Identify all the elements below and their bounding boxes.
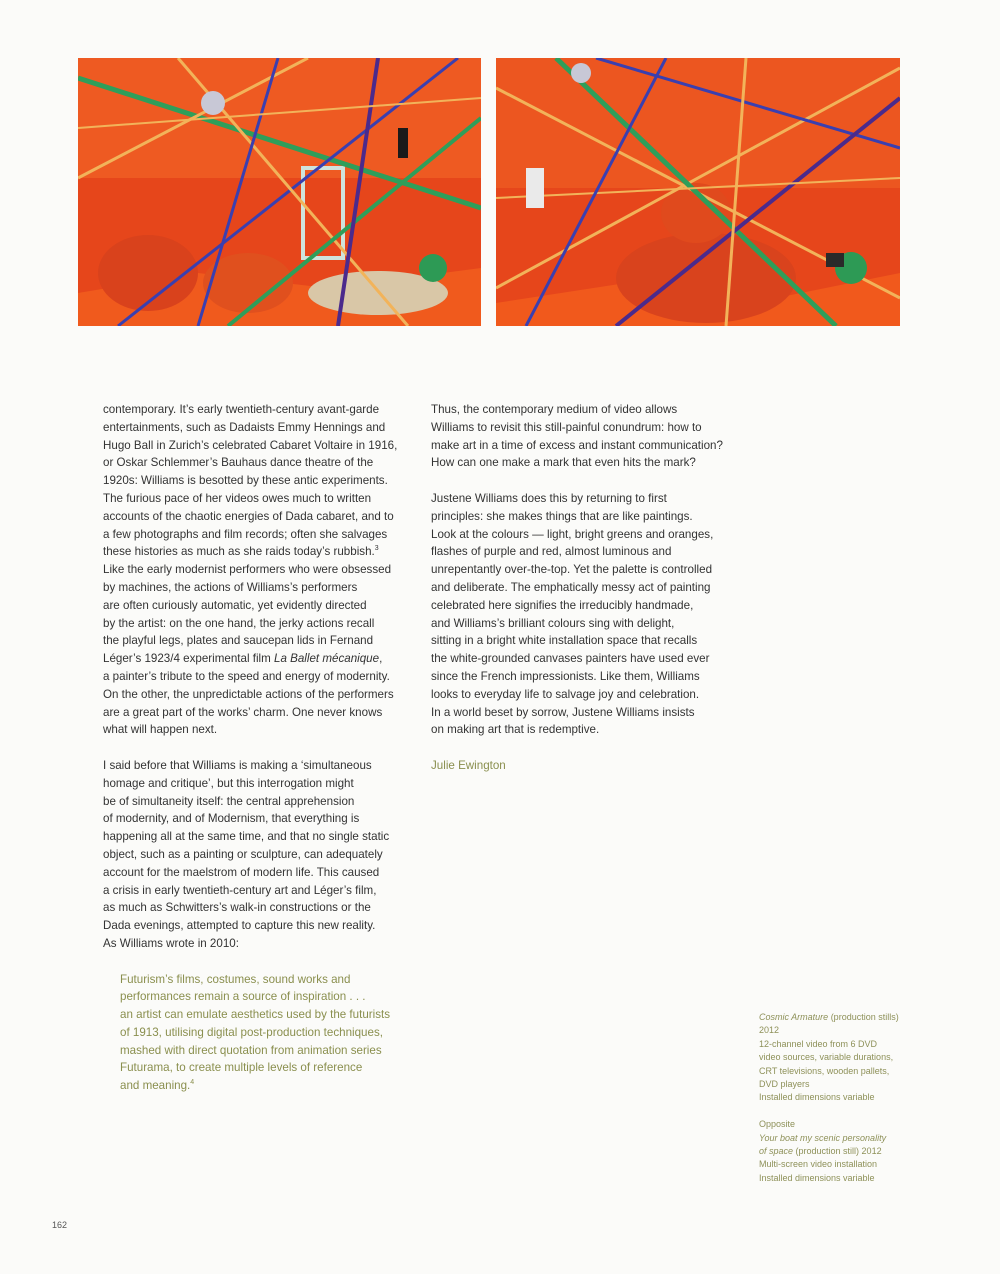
text-column-left: [103, 401, 413, 1113]
film-title: La Ballet mécanique: [274, 652, 380, 666]
footnote-ref: 4: [190, 1079, 195, 1087]
caption-line: 2012: [759, 1025, 780, 1036]
author-signature: Julie Ewington: [431, 758, 506, 772]
installation-photo-left: [78, 58, 481, 326]
paragraph: I said before that Williams is making a ‘simultaneous homage and critique’, but this interrogation might be of simultaneity itself: the central apprehension of modernity, and of Modernism, that everything is happening all at the same time, and that no single static object, such as a painting or sculpture, can adequately account for the maelstrom of modern life. This caused a crisis in early twentieth-century art and Léger’s film, as much as Schwitters’s walk-in constructions or the Dada evenings, attempted to capture this new reality. As Williams wrote in 2010:: [103, 758, 390, 950]
caption-title: Cosmic Armature (production stills): [759, 1012, 899, 1022]
paragraph: Thus, the contemporary medium of video allows Williams to revisit this still-painful conundrum: how to make art in a time of excess and instant communication? How can one make a mark that even hits the mark?: [431, 403, 723, 470]
caption-line: Installed dimensions variable: [759, 1172, 875, 1183]
paragraph: contemporary. It’s early twentieth-century avant-garde entertainments, such as Dadaists Emmy Hennings and Hugo Ball in Zurich’s celebrated Cabaret Voltaire in 1916, or Oskar Schlemmer’s Bauhaus dance theatre of the 1920s: Williams is besotted by these antic experiments. The furious pace of her videos owes much to written accounts of the chaotic energies of Dada cabaret, and to a few photographs and film records; often she salvages these histories as much as she raids today’s rubbish.$^3$ Like the early modernist performers who were obsessed by machines, the actions of Williams’s performers are often curiously automatic, yet evidently directed by the artist: on the one hand, the jerky actions recall the playful legs, plates and saucepan lids in Fernand Léger’s 1923/4 experimental film La Ballet mécanique, a painter’s tribute to the speed and energy of modernity. On the other, the unpredictable actions of the performers are a great part of the works’ charm. One never knows what will happen next.: [103, 403, 398, 737]
caption-line: 12-channel video from 6 DVD: [759, 1038, 878, 1049]
caption-line: CRT televisions, wooden pallets,: [759, 1065, 890, 1076]
caption-label: Opposite: [759, 1119, 796, 1130]
caption-line: Installed dimensions variable: [759, 1092, 875, 1103]
page-number: 162: [52, 1220, 68, 1230]
block-quote: Futurism’s films, costumes, sound works and performances remain a source of inspiration . . . an artist can emulate aesthetics used by the futurists of 1913, utilising digital post-production techniques, mashed with direct quotation from animation series Futurama, to create multiple levels of reference and meaning.$^4$: [120, 972, 391, 1093]
caption-line: Multi-screen video installation: [759, 1159, 878, 1170]
text-column-right: [431, 401, 741, 793]
footnote-ref: 3: [374, 545, 379, 553]
caption-line: video sources, variable durations,: [759, 1052, 894, 1063]
caption-spacer: [759, 1105, 919, 1118]
caption-title: Your boat my scenic personality: [759, 1132, 887, 1143]
paragraph: Justene Williams does this by returning to first principles: she makes things that are like paintings. Look at the colours — light, bright greens and oranges, flashes of purple and red, almost luminous and unrepentantly over-the-top. Yet the palette is controlled and deliberate. The emphatically messy act of painting celebrated here signifies the irreducibly handmade, and Williams’s brilliant colours sing with delight, sitting in a bright white installation space that recalls the white-grounded canvases painters have used ever since the French impressionists. Like them, Williams looks to everyday life to salvage joy and celebration. In a world beset by sorrow, Justene Williams insists on making art that is redemptive.: [431, 491, 714, 737]
installation-photo-right: [496, 58, 900, 326]
caption-line: DVD players: [759, 1079, 810, 1090]
image-captions: [759, 1011, 919, 1185]
caption-title: of space (production still) 2012: [759, 1146, 882, 1157]
